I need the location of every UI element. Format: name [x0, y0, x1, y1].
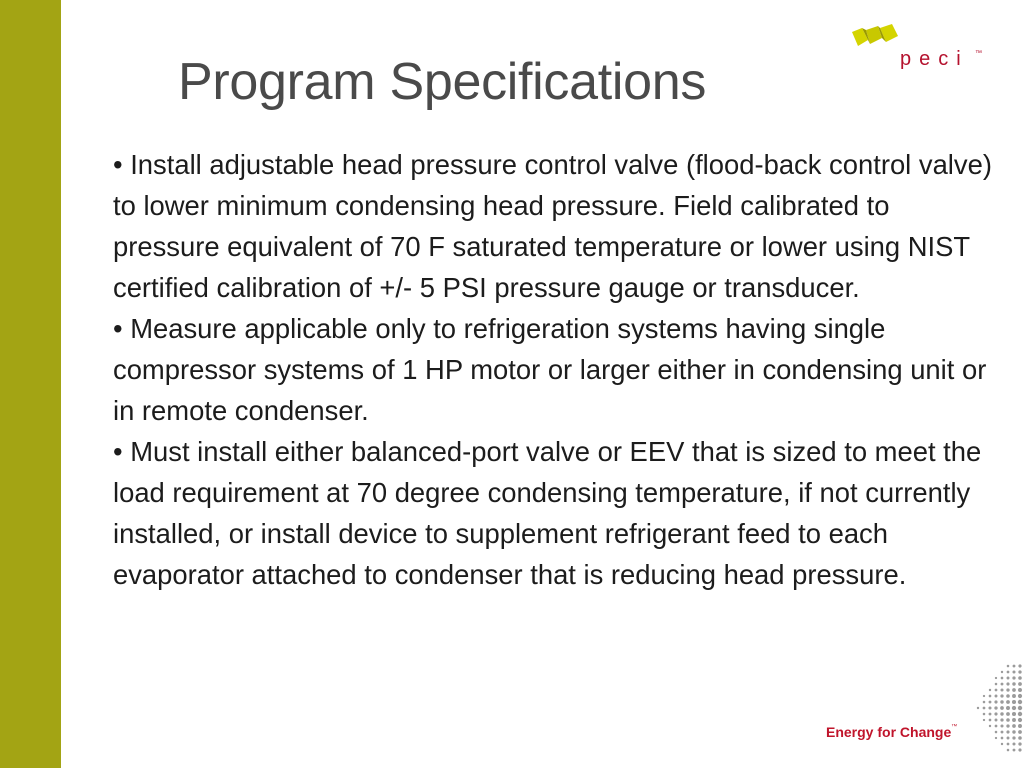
- footer-tagline-trademark: ™: [951, 724, 958, 730]
- specification-item: • Must install either balanced-port valve or EEV that is sized to meet the load requirement at 70 degree condensing temperature, if not currently installed, or install device to supplement refrigerant feed to each evaporator attached to condenser that is reducing head pressure.: [113, 436, 982, 590]
- specification-list: [113, 144, 993, 595]
- specification-item: • Measure applicable only to refrigeration systems having single compressor systems of 1 HP motor or larger either in condensing unit or in remote condenser.: [113, 313, 987, 426]
- footer-tagline-text: Energy for Change: [826, 724, 952, 740]
- specification-item: • Install adjustable head pressure control valve (flood-back control valve) to lower minimum condensing head pressure. Field calibrated to pressure equivalent of 70 F saturated temperature or lower using NIST certified calibration of +/- 5 PSI pressure gauge or transducer.: [113, 149, 992, 303]
- slide-title: Program Specifications: [178, 53, 707, 111]
- peci-logo-icon: [852, 24, 900, 54]
- peci-logo-text: peci: [900, 48, 969, 70]
- peci-logo-trademark: ™: [975, 50, 982, 57]
- left-accent-bar: [0, 0, 61, 768]
- footer-tagline: [826, 724, 957, 740]
- peci-logo: [852, 24, 982, 74]
- dot-pattern-icon: [975, 663, 1024, 753]
